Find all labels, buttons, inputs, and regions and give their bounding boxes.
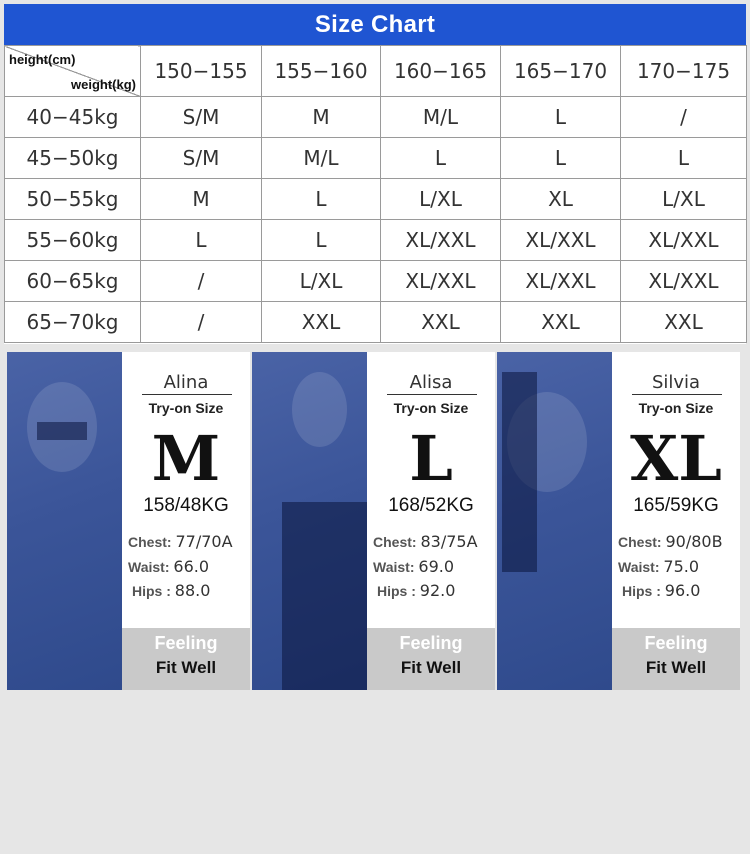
hips-row [132, 581, 250, 600]
try-on-label: Try-on Size [638, 400, 714, 416]
size-cell: / [621, 97, 747, 138]
try-on-label: Try-on Size [393, 400, 469, 416]
chest-value: 83/75A [420, 532, 478, 551]
separator: : [407, 583, 420, 599]
size-cell: XXL [501, 302, 621, 343]
separator: : [162, 583, 175, 599]
row-weight-label: 65−70kg [5, 302, 141, 343]
try-on-size: XL [630, 422, 722, 495]
height-weight: 168/52KG [388, 495, 474, 516]
model-name: Alina [163, 372, 209, 393]
size-cell: S/M [141, 138, 262, 179]
model-card [7, 352, 250, 690]
model-card [252, 352, 495, 690]
size-chart-table [4, 45, 747, 343]
chest-label: Chest [618, 534, 657, 550]
waist-value: 75.0 [663, 557, 700, 576]
hips-row [377, 581, 495, 600]
hips-label: Hips [132, 583, 163, 599]
column-header: 150−155 [141, 46, 262, 97]
size-cell: L [621, 138, 747, 179]
chest-row [373, 532, 495, 551]
feeling-value: Fit Well [400, 658, 462, 677]
model-photo [497, 352, 612, 690]
size-cell: XXL [621, 302, 747, 343]
hips-row [622, 581, 740, 600]
size-cell: L [501, 97, 621, 138]
size-cell: XL/XXL [621, 220, 747, 261]
name-underline [142, 394, 232, 395]
waist-label: Waist [128, 559, 165, 575]
separator: : [409, 559, 419, 575]
waist-value: 66.0 [173, 557, 210, 576]
feeling-box [122, 628, 250, 690]
size-cell: M [141, 179, 262, 220]
chest-label: Chest [128, 534, 167, 550]
column-header: 165−170 [501, 46, 621, 97]
chest-value: 90/80B [665, 532, 723, 551]
name-underline [387, 394, 477, 395]
size-cell: M/L [381, 97, 501, 138]
size-cell: XL [501, 179, 621, 220]
column-header: 160−165 [381, 46, 501, 97]
size-cell: L [141, 220, 262, 261]
separator: : [411, 534, 421, 550]
model-name: Alisa [409, 372, 453, 393]
size-cell: / [141, 302, 262, 343]
feeling-box [367, 628, 495, 690]
name-underline [632, 394, 722, 395]
separator: : [656, 534, 666, 550]
table-row [5, 97, 747, 138]
row-weight-label: 45−50kg [5, 138, 141, 179]
table-row [5, 179, 747, 220]
row-weight-label: 40−45kg [5, 97, 141, 138]
separator: : [166, 534, 176, 550]
waist-value: 69.0 [418, 557, 455, 576]
size-cell: L/XL [381, 179, 501, 220]
table-row [5, 220, 747, 261]
size-cell: / [141, 261, 262, 302]
waist-row [618, 557, 740, 576]
size-cell: XL/XXL [381, 220, 501, 261]
column-header: 155−160 [262, 46, 381, 97]
height-axis-label: height(cm) [9, 52, 76, 67]
table-row [5, 138, 747, 179]
height-weight: 158/48KG [143, 495, 229, 516]
waist-label: Waist [618, 559, 655, 575]
separator: : [654, 559, 664, 575]
model-card [497, 352, 740, 690]
height-weight: 165/59KG [633, 495, 719, 516]
hips-value: 88.0 [174, 581, 211, 600]
waist-label: Waist [373, 559, 410, 575]
separator: : [652, 583, 665, 599]
model-info [122, 352, 250, 690]
size-cell: XL/XXL [501, 261, 621, 302]
table-row [5, 261, 747, 302]
photo-shape [502, 372, 537, 572]
column-header: 170−175 [621, 46, 747, 97]
hips-value: 92.0 [419, 581, 456, 600]
try-on-size: L [409, 422, 453, 495]
size-cell: L [501, 138, 621, 179]
model-photo [252, 352, 367, 690]
size-cell: XXL [381, 302, 501, 343]
separator: : [164, 559, 174, 575]
hips-label: Hips [377, 583, 408, 599]
size-cell: M/L [262, 138, 381, 179]
size-cell: L [262, 179, 381, 220]
size-cell: M [262, 97, 381, 138]
size-cell: XL/XXL [381, 261, 501, 302]
waist-row [373, 557, 495, 576]
size-cell: XL/XXL [501, 220, 621, 261]
table-corner-header [5, 46, 141, 97]
size-cell: S/M [141, 97, 262, 138]
chest-label: Chest [373, 534, 412, 550]
photo-shape [292, 372, 347, 447]
row-weight-label: 55−60kg [5, 220, 141, 261]
waist-row [128, 557, 250, 576]
size-cell: L [262, 220, 381, 261]
row-weight-label: 50−55kg [5, 179, 141, 220]
feeling-label: Feeling [644, 633, 708, 653]
model-name: Silvia [651, 372, 701, 393]
model-photo [7, 352, 122, 690]
try-on-label: Try-on Size [148, 400, 224, 416]
size-cell: XXL [262, 302, 381, 343]
hips-value: 96.0 [664, 581, 701, 600]
size-cell: L/XL [621, 179, 747, 220]
photo-shape [282, 502, 367, 690]
chest-row [128, 532, 250, 551]
chest-row [618, 532, 740, 551]
try-on-size: M [151, 422, 221, 495]
chest-value: 77/70A [175, 532, 233, 551]
feeling-box [612, 628, 740, 690]
feeling-value: Fit Well [155, 658, 217, 677]
size-chart [4, 4, 746, 344]
size-cell: L [381, 138, 501, 179]
size-chart-title: Size Chart [4, 4, 746, 45]
model-info [367, 352, 495, 690]
photo-shape [37, 422, 87, 440]
table-row [5, 302, 747, 343]
size-cell: XL/XXL [621, 261, 747, 302]
feeling-label: Feeling [399, 633, 463, 653]
size-cell: L/XL [262, 261, 381, 302]
weight-axis-label: weight(kg) [71, 77, 136, 92]
feeling-label: Feeling [154, 633, 218, 653]
hips-label: Hips [622, 583, 653, 599]
row-weight-label: 60−65kg [5, 261, 141, 302]
model-info [612, 352, 740, 690]
feeling-value: Fit Well [645, 658, 707, 677]
